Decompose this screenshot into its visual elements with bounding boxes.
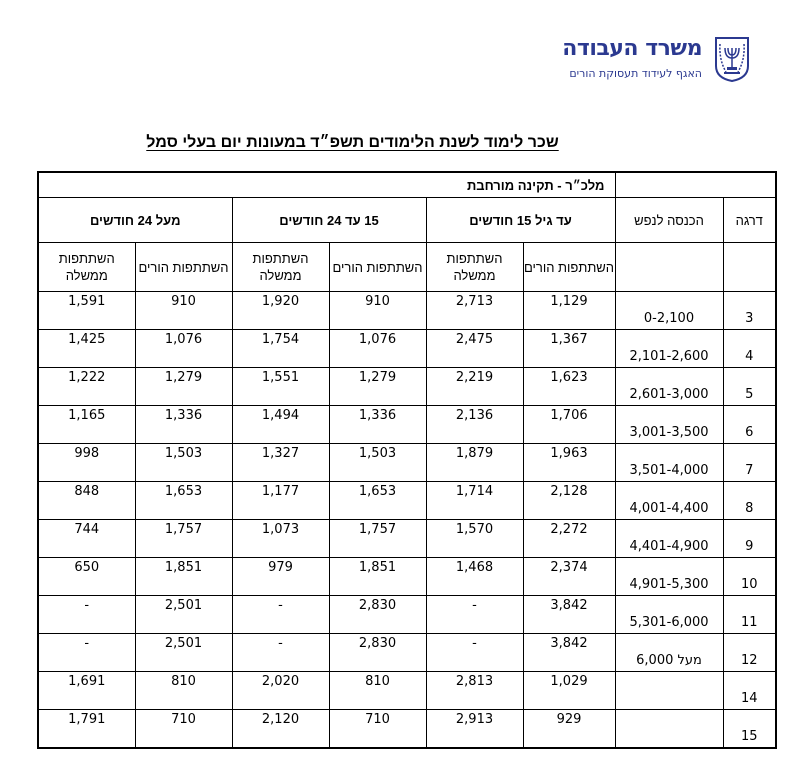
table-row	[38, 710, 776, 749]
sub-header-parents: השתתפות הורים	[329, 243, 426, 292]
over-24-parents-cell: 710	[135, 710, 232, 749]
up-to-15-parents-cell: 3,842	[523, 596, 615, 634]
up-to-15-parents-cell: 929	[523, 710, 615, 749]
column-header-grade: דרגה	[723, 198, 776, 243]
up-to-15-government-cell: 1,714	[426, 482, 523, 520]
table-row	[38, 520, 776, 558]
up-to-15-parents-cell: 2,128	[523, 482, 615, 520]
up-to-15-government-cell: 2,713	[426, 292, 523, 330]
over-24-government-cell: 848	[38, 482, 135, 520]
table-top-header-row	[38, 172, 776, 198]
15-to-24-government-cell: 1,551	[232, 368, 329, 406]
income-cell: 0-2,100	[615, 292, 723, 330]
15-to-24-government-cell: -	[232, 634, 329, 672]
table-row	[38, 596, 776, 634]
sub-header-government: השתתפות ממשלה	[38, 243, 135, 292]
over-24-parents-cell: 1,653	[135, 482, 232, 520]
grade-cell: 10	[723, 558, 776, 596]
over-24-parents-cell: 810	[135, 672, 232, 710]
income-cell: 2,101-2,600	[615, 330, 723, 368]
table-row	[38, 368, 776, 406]
15-to-24-parents-cell: 710	[329, 710, 426, 749]
15-to-24-government-cell: 1,073	[232, 520, 329, 558]
ministry-logo	[540, 36, 750, 86]
income-cell: 4,901-5,300	[615, 558, 723, 596]
up-to-15-government-cell: -	[426, 596, 523, 634]
over-24-government-cell: 1,791	[38, 710, 135, 749]
15-to-24-government-cell: 1,494	[232, 406, 329, 444]
over-24-government-cell: 998	[38, 444, 135, 482]
up-to-15-government-cell: 2,136	[426, 406, 523, 444]
table-body	[38, 292, 776, 749]
table-row	[38, 444, 776, 482]
over-24-government-cell: 744	[38, 520, 135, 558]
up-to-15-parents-cell: 1,963	[523, 444, 615, 482]
income-cell: מעל 6,000	[615, 634, 723, 672]
up-to-15-parents-cell: 2,272	[523, 520, 615, 558]
15-to-24-parents-cell: 1,757	[329, 520, 426, 558]
top-header-blank	[615, 172, 776, 198]
up-to-15-government-cell: 2,475	[426, 330, 523, 368]
table-group-header-row	[38, 198, 776, 243]
over-24-parents-cell: 1,757	[135, 520, 232, 558]
grade-cell: 7	[723, 444, 776, 482]
up-to-15-parents-cell: 1,129	[523, 292, 615, 330]
table-row	[38, 292, 776, 330]
over-24-parents-cell: 2,501	[135, 634, 232, 672]
15-to-24-government-cell: 979	[232, 558, 329, 596]
table-row	[38, 482, 776, 520]
tuition-table	[37, 171, 777, 749]
table-row	[38, 634, 776, 672]
15-to-24-government-cell: 1,920	[232, 292, 329, 330]
up-to-15-government-cell: 1,879	[426, 444, 523, 482]
15-to-24-government-cell: 2,120	[232, 710, 329, 749]
grade-cell: 3	[723, 292, 776, 330]
table-row	[38, 406, 776, 444]
income-cell	[615, 710, 723, 749]
up-to-15-parents-cell: 1,623	[523, 368, 615, 406]
sub-header-parents: השתתפות הורים	[135, 243, 232, 292]
top-header-label: מלכ״ר - תקינה מורחבת	[38, 172, 615, 198]
up-to-15-government-cell: 2,913	[426, 710, 523, 749]
over-24-parents-cell: 910	[135, 292, 232, 330]
column-group-up-to-15: עד גיל 15 חודשים	[426, 198, 615, 243]
column-group-15-to-24: 15 עד 24 חודשים	[232, 198, 426, 243]
15-to-24-parents-cell: 1,336	[329, 406, 426, 444]
column-group-over-24: מעל 24 חודשים	[38, 198, 232, 243]
income-cell: 5,301-6,000	[615, 596, 723, 634]
up-to-15-parents-cell: 2,374	[523, 558, 615, 596]
grade-cell: 14	[723, 672, 776, 710]
grade-cell: 8	[723, 482, 776, 520]
over-24-government-cell: 650	[38, 558, 135, 596]
15-to-24-parents-cell: 910	[329, 292, 426, 330]
table-row	[38, 672, 776, 710]
state-emblem-icon	[714, 36, 750, 82]
grade-cell: 4	[723, 330, 776, 368]
ministry-name: משרד העבודה	[562, 36, 702, 61]
up-to-15-government-cell: 2,813	[426, 672, 523, 710]
over-24-government-cell: 1,691	[38, 672, 135, 710]
15-to-24-parents-cell: 1,653	[329, 482, 426, 520]
sub-header-government: השתתפות ממשלה	[232, 243, 329, 292]
over-24-government-cell: -	[38, 596, 135, 634]
sub-header-blank	[723, 243, 776, 292]
grade-cell: 12	[723, 634, 776, 672]
15-to-24-parents-cell: 1,503	[329, 444, 426, 482]
income-cell: 3,501-4,000	[615, 444, 723, 482]
15-to-24-government-cell: 1,754	[232, 330, 329, 368]
over-24-government-cell: 1,165	[38, 406, 135, 444]
over-24-government-cell: -	[38, 634, 135, 672]
sub-header-government: השתתפות ממשלה	[426, 243, 523, 292]
income-cell: 3,001-3,500	[615, 406, 723, 444]
15-to-24-government-cell: 2,020	[232, 672, 329, 710]
15-to-24-parents-cell: 1,851	[329, 558, 426, 596]
table-row	[38, 330, 776, 368]
up-to-15-government-cell: -	[426, 634, 523, 672]
department-name: האגף לעידוד תעסוקת הורים	[569, 67, 702, 80]
15-to-24-parents-cell: 810	[329, 672, 426, 710]
sub-header-blank	[615, 243, 723, 292]
grade-cell: 5	[723, 368, 776, 406]
over-24-parents-cell: 1,336	[135, 406, 232, 444]
column-header-income: הכנסה לנפש	[615, 198, 723, 243]
income-cell: 4,001-4,400	[615, 482, 723, 520]
15-to-24-government-cell: 1,327	[232, 444, 329, 482]
over-24-parents-cell: 1,503	[135, 444, 232, 482]
over-24-parents-cell: 1,076	[135, 330, 232, 368]
grade-cell: 11	[723, 596, 776, 634]
table-row	[38, 558, 776, 596]
income-cell: 4,401-4,900	[615, 520, 723, 558]
grade-cell: 9	[723, 520, 776, 558]
up-to-15-government-cell: 1,570	[426, 520, 523, 558]
over-24-parents-cell: 1,851	[135, 558, 232, 596]
grade-cell: 15	[723, 710, 776, 749]
over-24-government-cell: 1,425	[38, 330, 135, 368]
up-to-15-government-cell: 1,468	[426, 558, 523, 596]
15-to-24-parents-cell: 1,279	[329, 368, 426, 406]
up-to-15-parents-cell: 1,367	[523, 330, 615, 368]
sub-header-parents: השתתפות הורים	[523, 243, 615, 292]
document-title: שכר לימוד לשנת הלימודים תשפ״ד במעונות יום בעלי סמל	[146, 134, 559, 151]
up-to-15-parents-cell: 1,706	[523, 406, 615, 444]
over-24-government-cell: 1,591	[38, 292, 135, 330]
15-to-24-government-cell: 1,177	[232, 482, 329, 520]
grade-cell: 6	[723, 406, 776, 444]
up-to-15-parents-cell: 1,029	[523, 672, 615, 710]
15-to-24-parents-cell: 1,076	[329, 330, 426, 368]
over-24-government-cell: 1,222	[38, 368, 135, 406]
income-cell	[615, 672, 723, 710]
income-cell: 2,601-3,000	[615, 368, 723, 406]
table-sub-header-row	[38, 243, 776, 292]
15-to-24-government-cell: -	[232, 596, 329, 634]
up-to-15-government-cell: 2,219	[426, 368, 523, 406]
15-to-24-parents-cell: 2,830	[329, 596, 426, 634]
over-24-parents-cell: 2,501	[135, 596, 232, 634]
up-to-15-parents-cell: 3,842	[523, 634, 615, 672]
15-to-24-parents-cell: 2,830	[329, 634, 426, 672]
over-24-parents-cell: 1,279	[135, 368, 232, 406]
